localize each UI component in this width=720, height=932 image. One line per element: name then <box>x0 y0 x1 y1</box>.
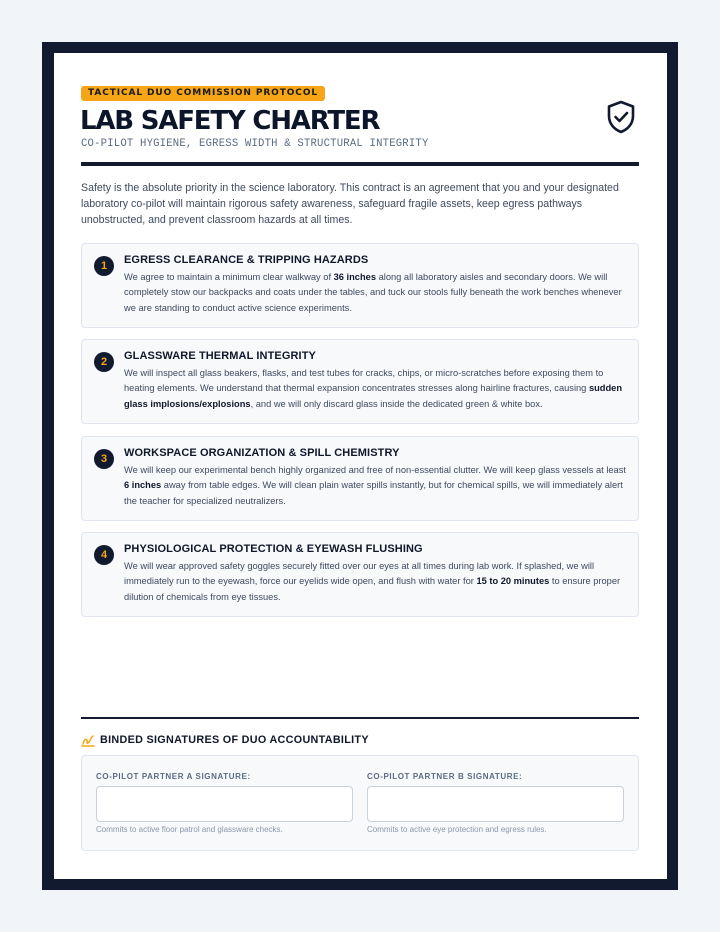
signatures-heading: BINDED SIGNATURES OF DUO ACCOUNTABILITY <box>100 734 369 746</box>
partner-b-signature-field[interactable] <box>367 786 624 822</box>
clause-card <box>81 243 639 328</box>
clause-text: , and we will only discard glass inside the dedicated green & white box. <box>250 398 543 409</box>
signature-divider <box>81 717 639 719</box>
clause-title: EGRESS CLEARANCE & TRIPPING HAZARDS <box>124 254 369 266</box>
partner-a-label: CO-PILOT PARTNER A SIGNATURE: <box>96 772 251 781</box>
clause-emphasis: sudden glass implosions/explosions <box>124 383 622 409</box>
clause-text: away from table edges. We will clean plain water spills instantly, but for chemical spills, we will immediately alert the teacher for specialized neutralizers. <box>124 480 623 506</box>
clause-text: We agree to maintain a minimum clear walkway of <box>124 272 334 282</box>
header-divider <box>81 162 639 166</box>
clause-text: We will keep our experimental bench highly organized and free of non-essential clutter. We will keep glass vessels at least <box>124 465 626 475</box>
partner-a-hint: Commits to active floor patrol and glassware checks. <box>96 825 283 834</box>
partner-b-label: CO-PILOT PARTNER B SIGNATURE: <box>367 772 523 781</box>
clause-text: We will inspect all glass beakers, flasks, and test tubes for cracks, chips, or micro-scratches before exposing them to heating elements. We understand that thermal expansion concentrates stresses along hairline fractures, causing <box>124 368 604 394</box>
clause-body <box>124 559 629 605</box>
clause-body <box>124 463 629 509</box>
clause-card <box>81 436 639 521</box>
clause-emphasis: 15 to 20 minutes <box>476 576 550 587</box>
clause-emphasis: 36 inches <box>333 272 376 282</box>
clause-card <box>81 532 639 617</box>
clause-text: We will wear approved safety goggles securely fitted over our eyes at all times during lab work. If splashed, we will immediately run to the eyewash, force our eyelids wide open, and flush with water for <box>124 561 595 587</box>
clause-number: 3 <box>94 449 114 469</box>
partner-a-signature-field[interactable] <box>96 786 353 822</box>
clause-title: GLASSWARE THERMAL INTEGRITY <box>124 350 316 362</box>
clause-emphasis: 6 inches <box>124 480 162 491</box>
intro-paragraph: Safety is the absolute priority in the science laboratory. This contract is an agreement that you and your designated laboratory co-pilot will maintain rigorous safety awareness, safeguard fragile assets, keep egress pathways unobstructed, and prevent classroom hazards at all times. <box>81 182 619 226</box>
clause-title: WORKSPACE ORGANIZATION & SPILL CHEMISTRY <box>124 447 400 459</box>
partner-b-hint: Commits to active eye protection and egress rules. <box>367 825 547 834</box>
signature-panel <box>81 755 639 851</box>
clause-text: along all laboratory aisles and secondary doors. We will completely stow our backpacks and coats under the tables, and tuck our stools fully beneath the work benches whenever we are standing to conduct active science experiments. <box>124 272 622 313</box>
page-title: LAB SAFETY CHARTER <box>80 106 380 136</box>
page-subtitle: CO-PILOT HYGIENE, EGRESS WIDTH & STRUCTURAL INTEGRITY <box>81 138 429 150</box>
clause-body <box>124 366 629 412</box>
clause-text: to ensure proper dilution of chemicals from eye tissues. <box>124 576 621 602</box>
clause-number: 2 <box>94 352 114 372</box>
shield-check-icon <box>604 99 638 135</box>
clause-card <box>81 339 639 424</box>
protocol-badge: TACTICAL DUO COMMISSION PROTOCOL <box>81 86 325 101</box>
signature-pen-icon <box>81 733 95 747</box>
clause-number: 4 <box>94 545 114 565</box>
clause-number: 1 <box>94 256 114 276</box>
clause-body <box>124 270 629 316</box>
clause-title: PHYSIOLOGICAL PROTECTION & EYEWASH FLUSHING <box>124 543 423 555</box>
